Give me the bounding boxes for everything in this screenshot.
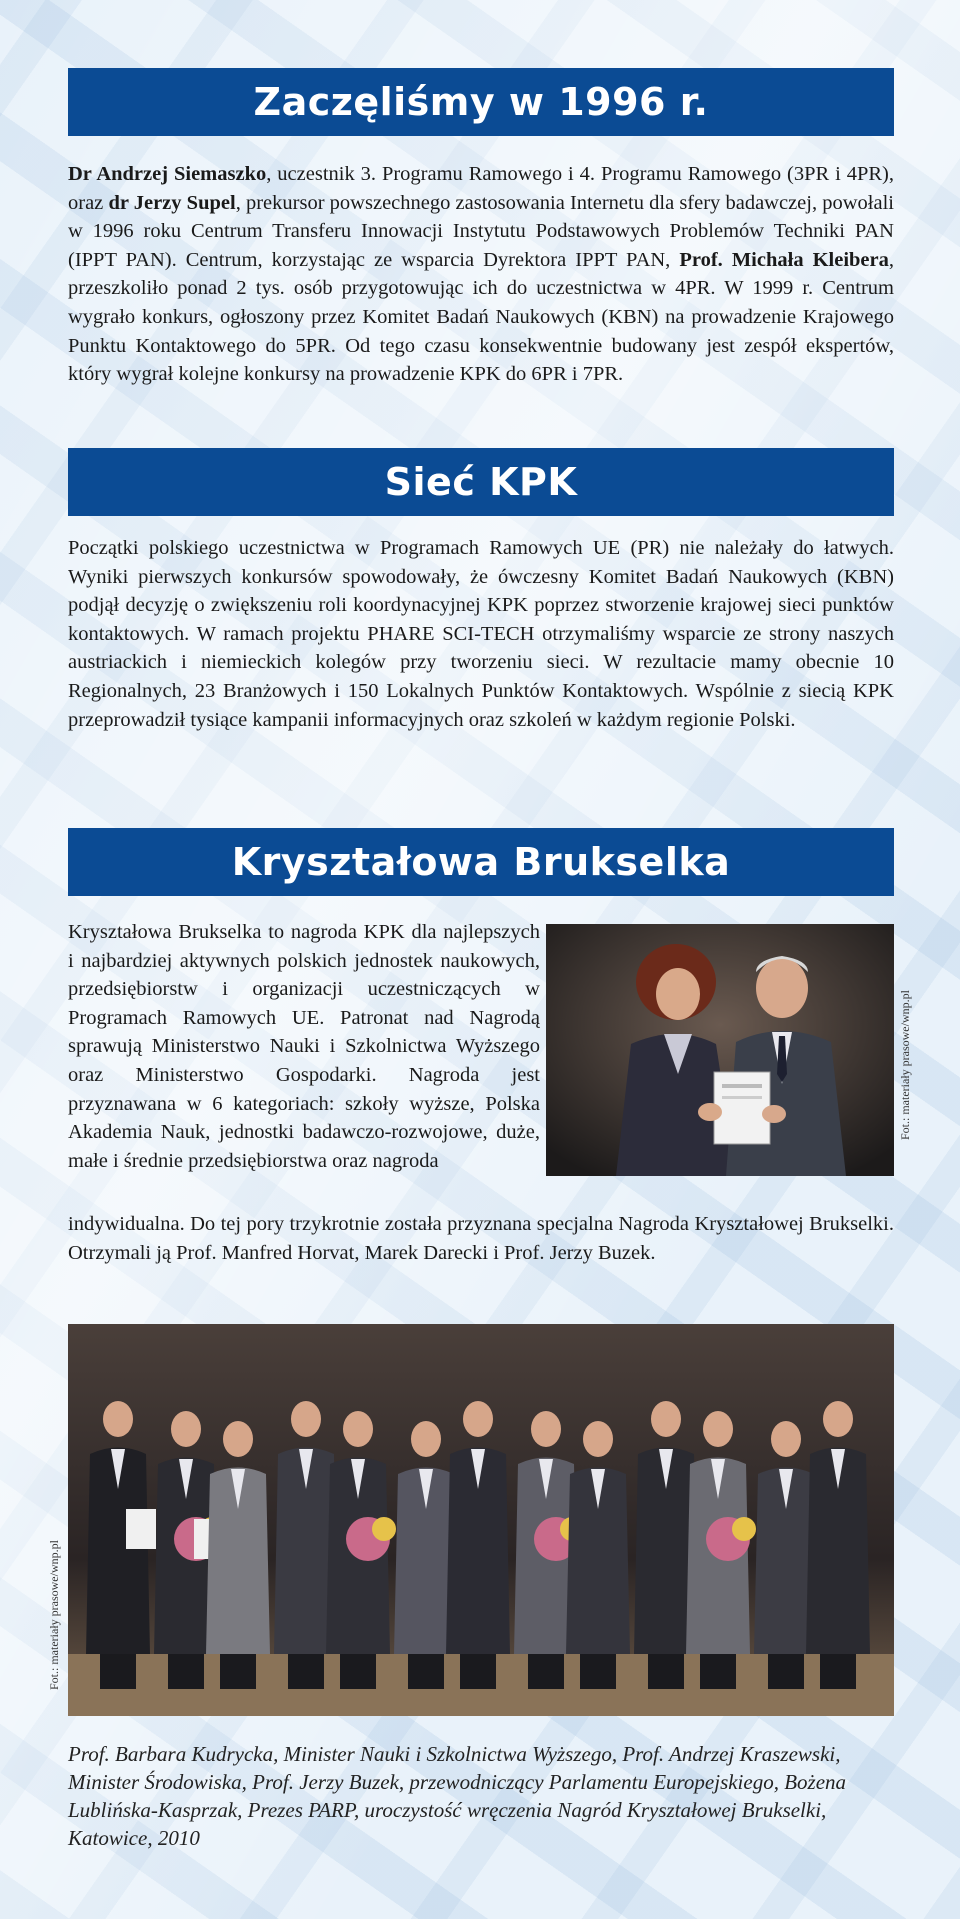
section-text-siec-kpk: Początki polskiego uczestnictwa w Programach Ramowych UE (PR) nie należały do łatwych. Wyniki pierwszych konkursów spowodowały, że ówczesny Komitet Badań Naukowych (KBN) podjął decyzję o zwiększeniu roli koordynacyjnej KPK poprzez stworzenie krajowej sieci punktów kontaktowych. W ramach projektu PHARE SCI-TECH otrzymaliśmy wsparcie ze strony naszych austriackich i niemieckich kolegów przy tworzeniu sieci. W rezultacie mamy obecnie 10 Regionalnych, 23 Branżowych i 150 Lokalnych Punktów Kontaktowych. Wspólnie z siecią KPK przeprowadził tysiące kampanii informacyjnych oraz szkoleń w każdym regionie Polski.: [68, 537, 894, 731]
section-text-krysztalowa-brukselka-continued: [68, 1210, 894, 1296]
photo-credit-2-text: Fot.: materiały prasowe/wnp.pl: [47, 1540, 61, 1690]
section-text-krysztalowa-brukselka: [68, 918, 540, 1200]
photo-caption: Prof. Barbara Kudrycka, Minister Nauki i Szkolnictwa Wyższego, Prof. Andrzej Kraszewski, Minister Środowiska, Prof. Jerzy Buzek, przewodniczący Parlamentu Europejskiego, Bożena Lublińska-Kasprzak, Prezes PARP, uroczystość wręczenia Nagród Kryształowej Brukselki, Katowice, 2010: [68, 1742, 847, 1850]
name-siemaszko: Dr Andrzej Siemaszko: [68, 163, 267, 185]
section-text-krysztalowa-brukselka-content: Kryształowa Brukselka to nagroda KPK dla najlepszych i najbardziej aktywnych polskich jednostek naukowych, przedsiębiorstw i organizacji uczestniczących w Programach Ramowych UE. Patronat nad Nagrodą sprawują Ministerstwo Nauki i Szkolnictwa Wyższego oraz Ministerstwo Gospodarki. Nagroda jest przyznawana w 6 kategoriach: szkoły wyższe, Polska Akademia Nauk, jednostki badawczo-rozwojowe, duże, małe i średnie przedsiębiorstwa oraz nagroda: [68, 921, 540, 1172]
photo-group-awardees: [68, 1324, 894, 1716]
section-text-continued: indywidualna. Do tej pory trzykrotnie została przyznana specjalna Nagroda Kryształowej Brukselki. Otrzymali ją Prof. Manfred Horvat, Marek Darecki i Prof. Jerzy Buzek.: [68, 1213, 894, 1264]
photo-award-handover-image: [546, 924, 894, 1176]
name-supel: dr Jerzy Supel: [108, 191, 236, 214]
text-part: , przeszkoliło ponad 2 tys. osób przygotowując ich do uczestnictwa w 4PR. W 1999 r. Centrum wygrało konkurs, ogłoszony przez Komitet Badań Naukowych (KBN) na prowadzenie Krajowego Punktu Kontaktowego do 5PR. Od tego czasu konsekwentnie budowany jest zespół ekspertów, który wygrał kolejne konkursy na prowadzenie KPK do 6PR i 7PR.: [68, 248, 895, 386]
section-title-zaczelismy: [68, 68, 894, 136]
text-part: , prekursor powszechnego zastosowania Internetu dla sfery badawczej, powołali w 1996 roku Centrum Transferu Innowacji Instytutu Podstawowych Problemów Techniki PAN (IPPT PAN). Centrum, korzystając ze wsparcia Dyrektora IPPT PAN,: [68, 191, 894, 271]
section-title-text: Kryształowa Brukselka: [231, 840, 731, 884]
section-title-krysztalowa-brukselka: [68, 828, 894, 896]
photo-award-handover: [546, 924, 894, 1176]
photo-credit-1-text: Fot.: materiały prasowe/wnp.pl: [898, 990, 912, 1140]
text-part: , uczestnik 3. Programu Ramowego i 4. Programu Ramowego (3PR i 4PR), oraz: [68, 163, 894, 214]
section-title-text: Zaczęliśmy w 1996 r.: [253, 80, 709, 124]
photo-group-awardees-image: [68, 1324, 894, 1716]
section-title-text: Sieć KPK: [384, 460, 578, 504]
section-text-zaczelismy: [68, 160, 894, 389]
section-title-siec-kpk: [68, 448, 894, 516]
name-kleiber: Prof. Michała Kleibera: [679, 248, 889, 271]
